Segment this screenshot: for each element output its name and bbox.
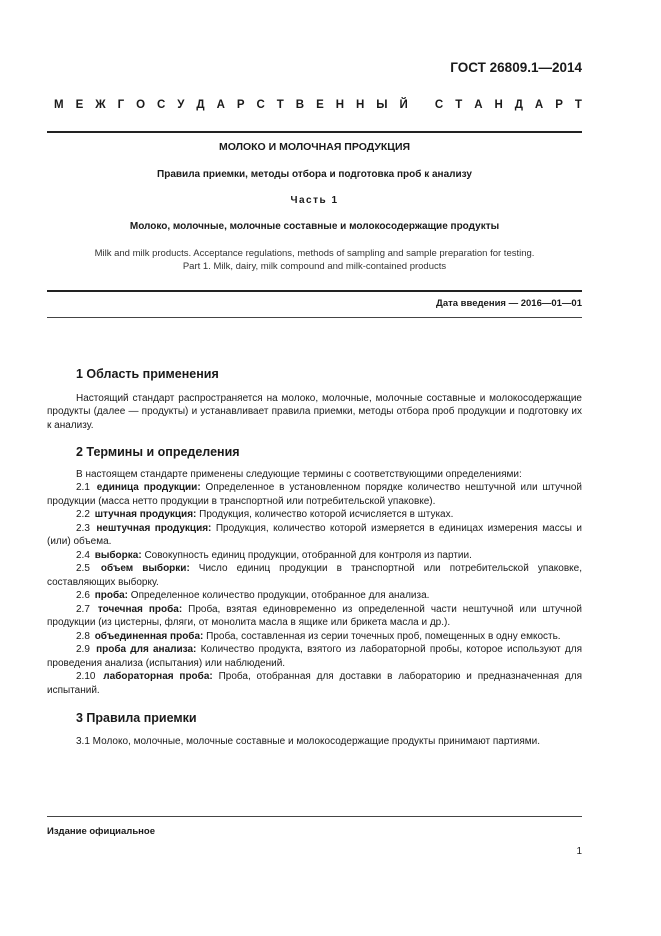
section-heading: 3 Правила приемки bbox=[76, 711, 197, 725]
heading-letter: В bbox=[295, 99, 305, 111]
heading-letter: Е bbox=[316, 99, 324, 111]
term-name: проба для анализа: bbox=[96, 644, 197, 655]
term-number: 2.7 bbox=[76, 603, 90, 615]
heading-letter: Д bbox=[514, 99, 523, 111]
section-terms bbox=[47, 446, 582, 697]
document-subtitle: Правила приемки, методы отбора и подготовка проб к анализу bbox=[157, 169, 472, 180]
term-text: Определенное в установленном порядке количество нештучной или штучной продукции (масса нетто продукции в транспортной или потребительской упаковке). bbox=[47, 482, 582, 507]
term-number: 2.3 bbox=[76, 522, 90, 534]
heading-letter: У bbox=[177, 99, 185, 111]
term-number: 2.1 bbox=[76, 482, 90, 493]
term-number: 2.6 bbox=[76, 590, 90, 601]
heading-letter: Н bbox=[335, 99, 345, 111]
part-label: Часть 1 bbox=[290, 195, 339, 206]
english-title bbox=[47, 247, 582, 273]
english-title-line-1: Milk and milk products. Acceptance regulations, methods of sampling and sample preparation for testing. bbox=[94, 248, 535, 259]
term-text: Проба, отобранная для доставки в лабораторию и предназначенная для испытаний. bbox=[47, 671, 582, 696]
paragraph: В настоящем стандарте применены следующие термины с соответствующими определениями: bbox=[76, 468, 522, 480]
heading-gap bbox=[420, 99, 423, 111]
date-introduced: Дата введения — 2016—01—01 bbox=[436, 298, 582, 309]
heading-letter: Т bbox=[455, 99, 463, 111]
term-definition bbox=[47, 589, 582, 603]
interstate-standard-heading bbox=[54, 99, 582, 111]
term-definition bbox=[47, 603, 582, 630]
term-definition bbox=[47, 481, 582, 508]
term-name: проба: bbox=[94, 590, 129, 601]
heading-letter: О bbox=[136, 99, 146, 111]
term-number: 2.10 bbox=[76, 671, 96, 682]
date-rule bbox=[47, 317, 582, 318]
term-number: 2.2 bbox=[76, 509, 90, 520]
term-name: объединенная проба: bbox=[94, 630, 204, 642]
term-text: Продукция, количество которой измеряется в единицах измерения массы и (или) объема. bbox=[47, 522, 582, 547]
heading-letter: Ж bbox=[95, 99, 106, 111]
term-text: Определенное количество продукции, отобранное для анализа. bbox=[128, 590, 430, 601]
heading-letter: Д bbox=[196, 99, 205, 111]
term-text: Проба, взятая единовременно из определенной части нештучной или штучной продукции (из цистерны, фляги, от монолита масла в ящике или брикета масла и др.). bbox=[47, 603, 583, 628]
term-name: единица продукции: bbox=[96, 482, 201, 493]
term-name: нештучная продукция: bbox=[96, 522, 212, 534]
section-heading: 1 Область применения bbox=[76, 367, 219, 381]
term-text: Проба, составленная из серии точечных проб, помещенных в одну емкость. bbox=[203, 630, 561, 642]
heading-letter: Р bbox=[236, 99, 245, 111]
heading-letter: Т bbox=[276, 99, 284, 111]
terms-list bbox=[47, 481, 582, 697]
footer-rule bbox=[47, 816, 582, 817]
paragraph: 3.1 Молоко, молочные, молочные составные и молокосодержащие продукты принимают партиями. bbox=[76, 735, 540, 747]
heading-letter: Й bbox=[399, 99, 408, 111]
heading-letter: Е bbox=[75, 99, 84, 111]
section-heading: 2 Термины и определения bbox=[76, 445, 240, 459]
heading-letter: М bbox=[54, 99, 64, 111]
term-number: 2.4 bbox=[76, 549, 90, 561]
document-title: МОЛОКО И МОЛОЧНАЯ ПРОДУКЦИЯ bbox=[218, 141, 411, 153]
english-title-line-2: Part 1. Milk, dairy, milk compound and milk-contained products bbox=[182, 261, 447, 272]
heading-letter: Т bbox=[574, 99, 582, 111]
term-definition bbox=[47, 630, 582, 644]
heading-letter: А bbox=[534, 99, 544, 111]
heading-letter: А bbox=[474, 99, 483, 111]
term-name: лабораторная проба: bbox=[103, 671, 213, 682]
paragraph: Настоящий стандарт распространяется на молоко, молочные, молочные составные и молокосодержащие продукты (далее — продукты) и устанавливает правила приемки, методы отбора проб продукции и подготовку их к анализу. bbox=[47, 392, 582, 431]
title-bottom-rule bbox=[47, 290, 582, 292]
part-title: Молоко, молочные, молочные составные и молокосодержащие продукты bbox=[129, 221, 500, 232]
heading-letter: С bbox=[434, 99, 444, 111]
term-text: Совокупность единиц продукции, отобранной для контроля из партии. bbox=[141, 549, 472, 561]
term-number: 2.8 bbox=[76, 630, 90, 642]
heading-letter: С bbox=[256, 99, 265, 111]
top-rule bbox=[47, 131, 582, 133]
document-body bbox=[47, 368, 582, 748]
heading-letter: Н bbox=[494, 99, 503, 111]
term-number: 2.5 bbox=[76, 563, 90, 574]
heading-letter: Ы bbox=[376, 99, 388, 111]
term-text: Продукция, количество которой исчисляется в штуках. bbox=[196, 509, 454, 520]
term-name: выборка: bbox=[94, 549, 142, 561]
term-text: Количество продукта, взятого из лабораторной пробы, которое используют для проведения анализа (испытания) или наблюдений. bbox=[47, 644, 582, 669]
term-definition bbox=[47, 522, 582, 549]
term-name: точечная проба: bbox=[97, 603, 183, 615]
section-scope bbox=[47, 368, 582, 432]
standard-number: ГОСТ 26809.1—2014 bbox=[450, 60, 582, 75]
term-definition bbox=[47, 549, 582, 563]
heading-letter: Н bbox=[355, 99, 365, 111]
section-acceptance bbox=[47, 712, 582, 748]
heading-letter: А bbox=[216, 99, 225, 111]
official-edition-label: Издание официальное bbox=[47, 826, 155, 837]
page-number: 1 bbox=[576, 846, 582, 857]
term-name: объем выборки: bbox=[100, 563, 190, 574]
heading-letter: Г bbox=[117, 99, 125, 111]
heading-letter: С bbox=[157, 99, 166, 111]
term-text: Число единиц продукции в транспортной или потребительской упаковке, составляющих выборку. bbox=[47, 563, 582, 588]
heading-letter: Р bbox=[555, 99, 563, 111]
term-number: 2.9 bbox=[76, 644, 90, 655]
term-definition bbox=[47, 670, 582, 697]
term-definition bbox=[47, 643, 582, 670]
term-name: штучная продукция: bbox=[94, 509, 197, 520]
term-definition bbox=[47, 508, 582, 522]
term-definition bbox=[47, 562, 582, 589]
